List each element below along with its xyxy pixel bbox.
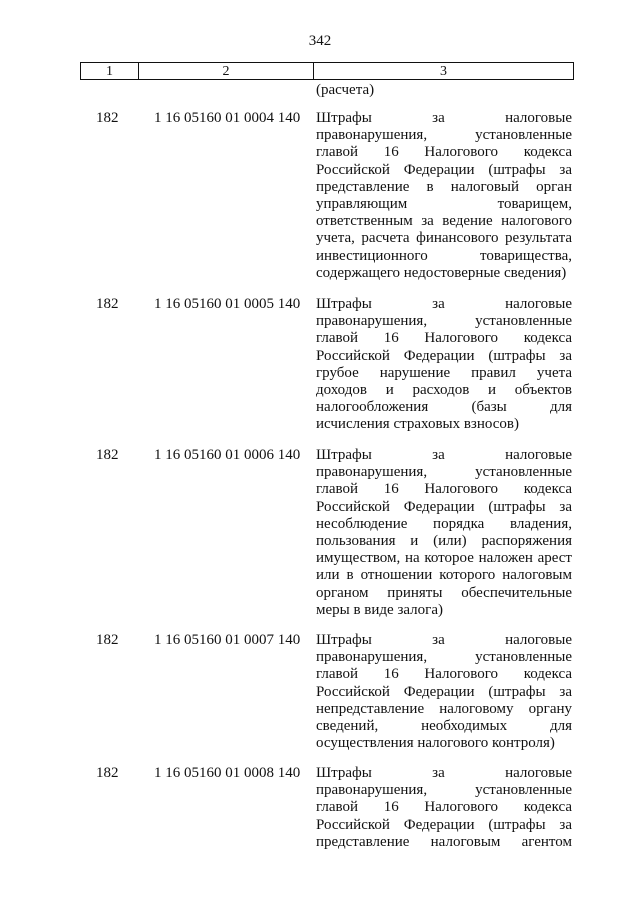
admin-code: 182 xyxy=(96,765,119,781)
description-line: Российской Федерации (штрафы за xyxy=(316,161,572,178)
description xyxy=(316,765,572,851)
description-line: Штрафы за налоговые xyxy=(316,296,572,312)
column-header-2: 2 xyxy=(139,63,314,80)
admin-code: 182 xyxy=(96,110,119,126)
continuation-text: (расчета) xyxy=(316,82,375,98)
description-line: Штрафы за налоговые xyxy=(316,447,572,463)
budget-classification-code: 1 16 05160 01 0006 140 xyxy=(154,447,301,463)
budget-classification-code: 1 16 05160 01 0005 140 xyxy=(154,296,301,312)
admin-code: 182 xyxy=(96,632,119,648)
description-line: налогообложения (базы для xyxy=(316,399,572,416)
description-line: осуществления налогового контроля) xyxy=(316,735,555,752)
description-line: содержащего недостоверные сведения) xyxy=(316,264,567,281)
description-line: управляющим товарищем, xyxy=(316,195,572,212)
column-header-1: 1 xyxy=(81,63,139,80)
description-line: представление в налоговый орган xyxy=(316,178,572,195)
description xyxy=(316,296,572,434)
description-line: правонарушения, установленные xyxy=(316,649,572,666)
budget-classification-code: 1 16 05160 01 0008 140 xyxy=(154,765,301,781)
description-line: органом приняты обеспечительные xyxy=(316,584,572,601)
table-header xyxy=(80,62,574,80)
column-header-3: 3 xyxy=(314,63,574,80)
description-line: учета, расчета финансового результата xyxy=(316,230,572,247)
description-line: пользования и (или) распоряжения xyxy=(316,532,572,549)
description-line: имуществом, на которое наложен арест xyxy=(316,550,572,567)
description-line: меры в виде залога) xyxy=(316,601,443,618)
description-line: ответственным за ведение налогового xyxy=(316,213,572,230)
description-line: непредставление налоговому органу xyxy=(316,700,572,717)
description-line: несоблюдение порядка владения, xyxy=(316,515,572,532)
budget-classification-code: 1 16 05160 01 0004 140 xyxy=(154,110,301,126)
admin-code: 182 xyxy=(96,296,119,312)
description-line: сведений, необходимых для xyxy=(316,717,572,734)
description-line: главой 16 Налогового кодекса xyxy=(316,481,572,498)
description-line: Российской Федерации (штрафы за xyxy=(316,347,572,364)
description-line: Российской Федерации (штрафы за xyxy=(316,683,572,700)
description-line: или в отношении которого налоговым xyxy=(316,567,572,584)
description-line: Штрафы за налоговые xyxy=(316,110,572,126)
description xyxy=(316,447,572,619)
description-line: главой 16 Налогового кодекса xyxy=(316,144,572,161)
description xyxy=(316,110,572,282)
description-line: представление налоговым агентом xyxy=(316,833,572,850)
description-line: правонарушения, установленные xyxy=(316,464,572,481)
description-line: Российской Федерации (штрафы за xyxy=(316,816,572,833)
description-line: инвестиционного товарищества, xyxy=(316,247,572,264)
description-line: правонарушения, установленные xyxy=(316,127,572,144)
description-line: грубое нарушение правил учета xyxy=(316,364,572,381)
description-line: Штрафы за налоговые xyxy=(316,632,572,648)
description-line: Российской Федерации (штрафы за xyxy=(316,498,572,515)
description-line: исчисления страховых взносов) xyxy=(316,416,519,433)
page-number: 342 xyxy=(308,33,332,49)
admin-code: 182 xyxy=(96,447,119,463)
description-line: Штрафы за налоговые xyxy=(316,765,572,781)
description-line: правонарушения, установленные xyxy=(316,782,572,799)
description-line: доходов и расходов и объектов xyxy=(316,381,572,398)
description-line: главой 16 Налогового кодекса xyxy=(316,330,572,347)
description-line: главой 16 Налогового кодекса xyxy=(316,799,572,816)
description xyxy=(316,632,572,752)
budget-classification-code: 1 16 05160 01 0007 140 xyxy=(154,632,301,648)
description-line: правонарушения, установленные xyxy=(316,313,572,330)
description-line: главой 16 Налогового кодекса xyxy=(316,666,572,683)
